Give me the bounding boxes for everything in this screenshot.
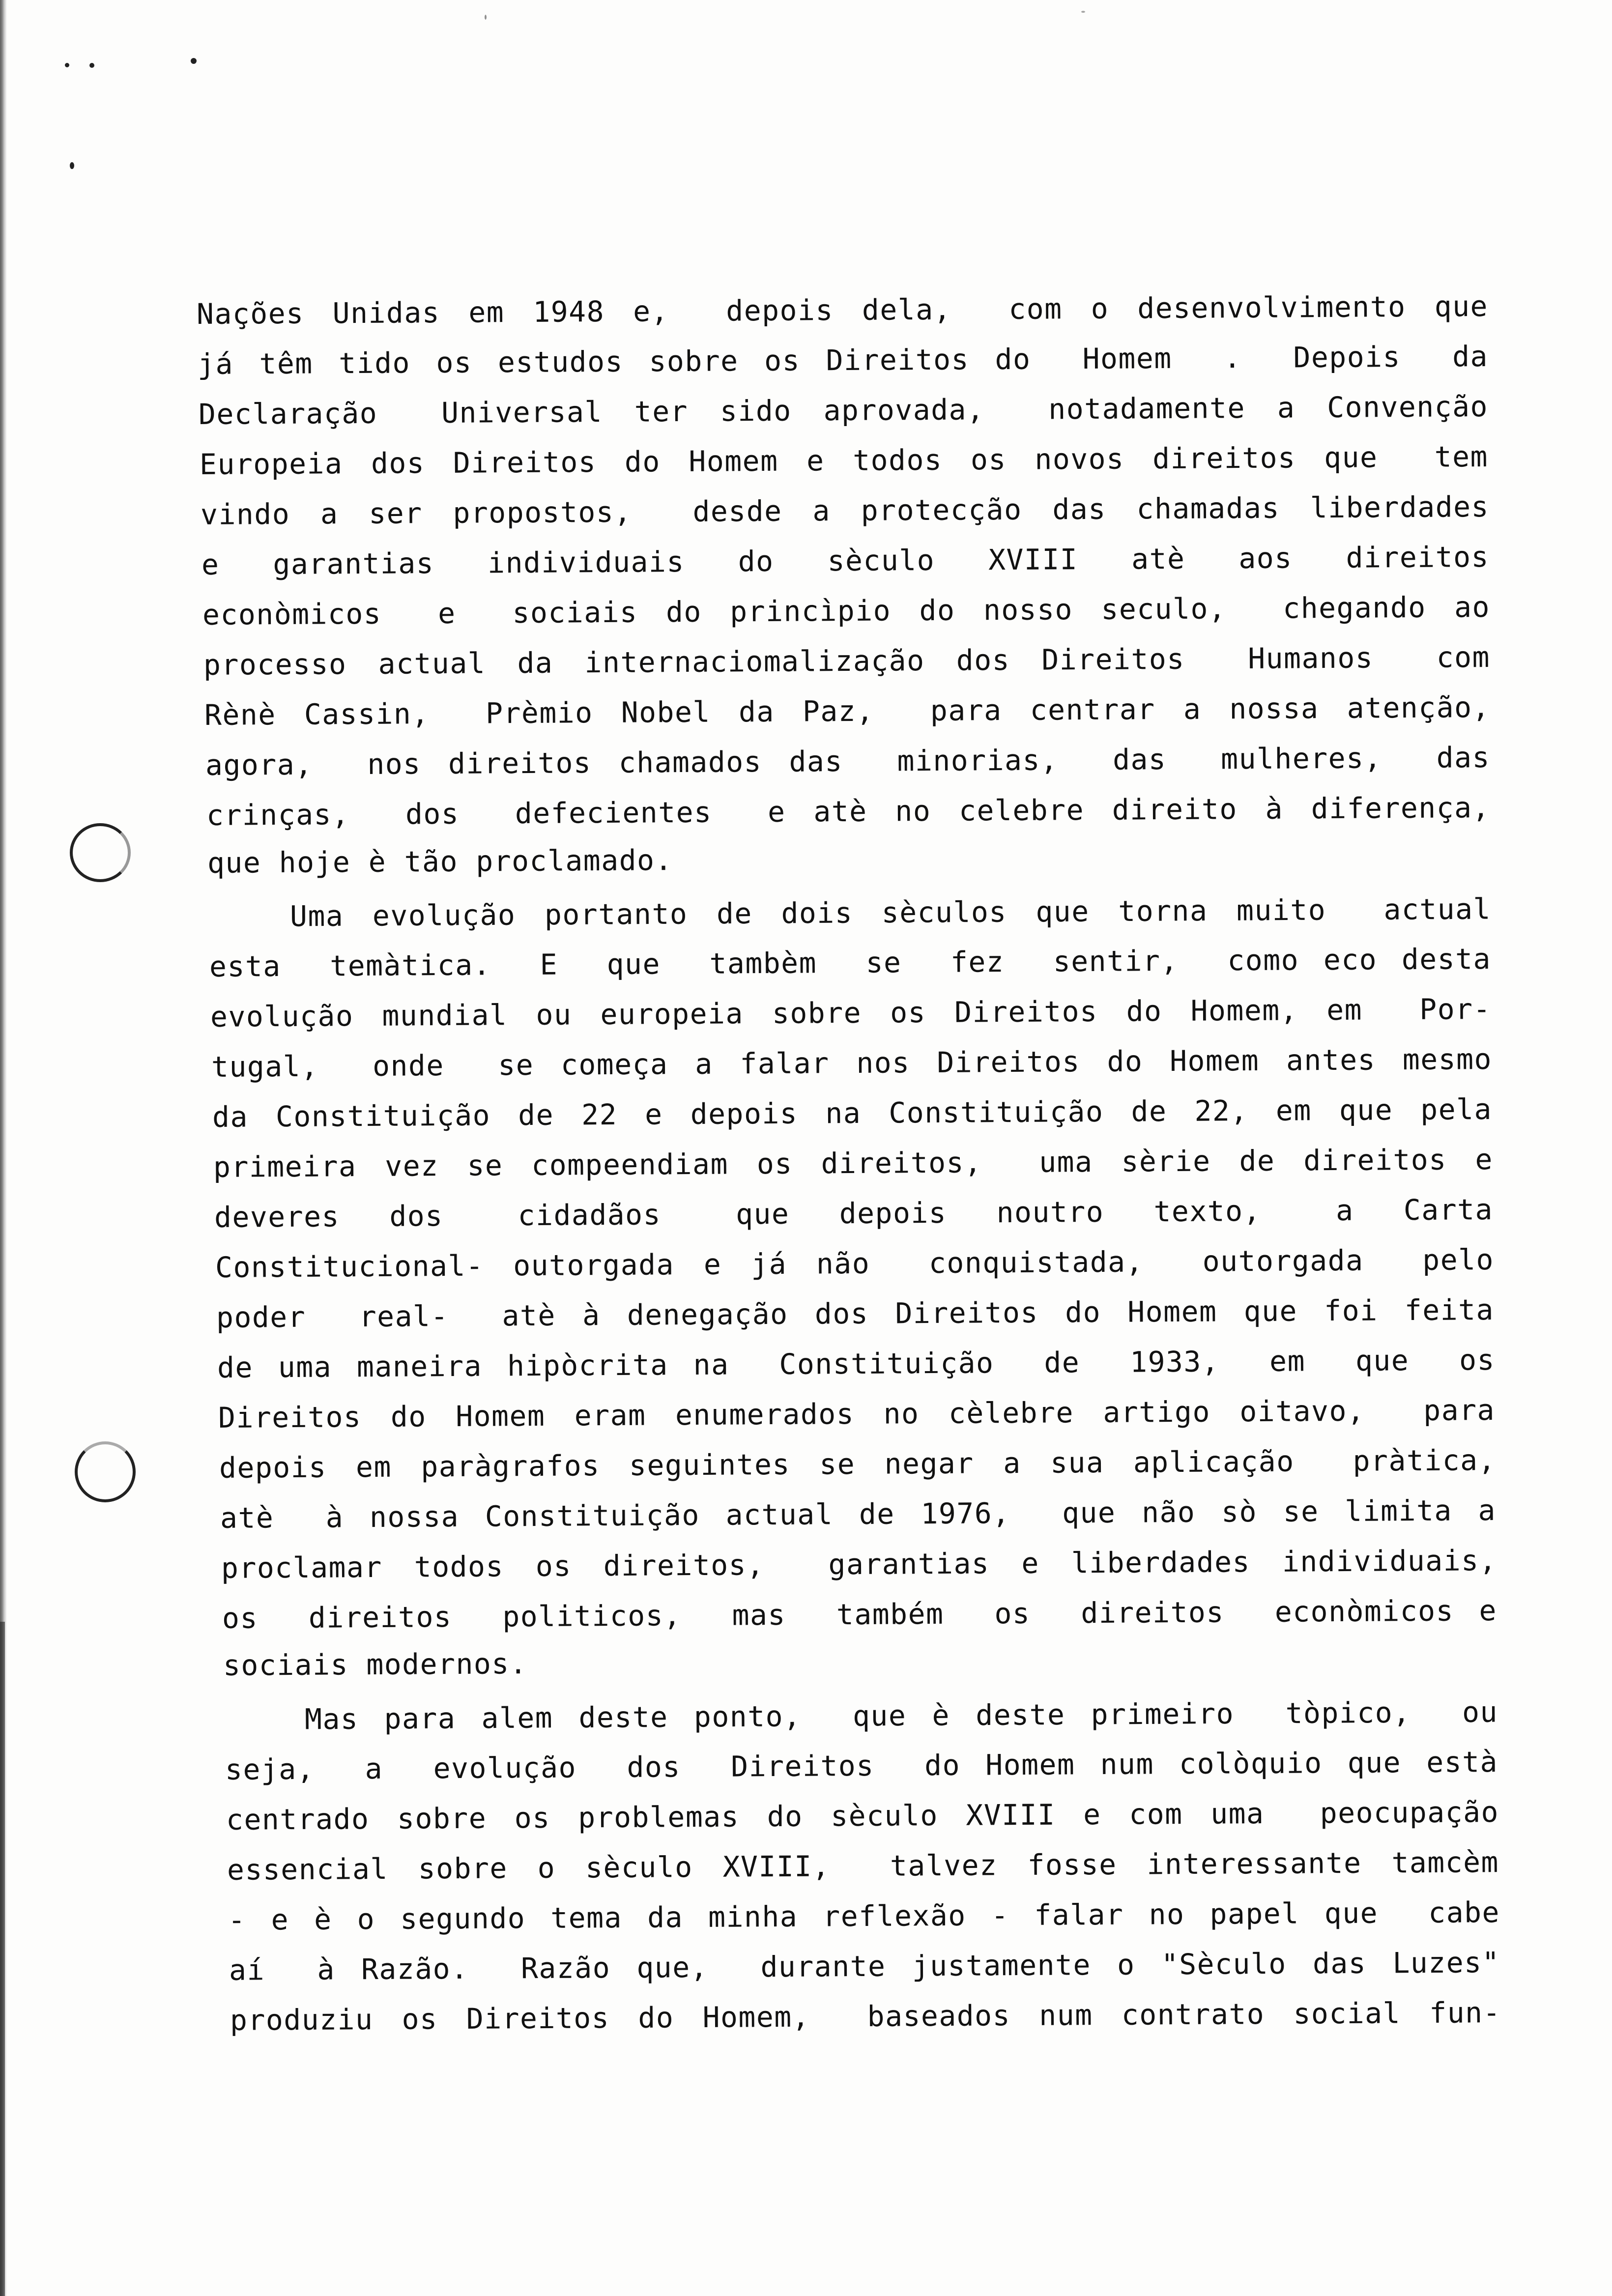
scan-speck: [65, 63, 69, 67]
text-line: - e è o segundo tema da minha reflexão - falar no papel que cabe: [228, 1895, 1500, 1937]
scan-speck: [70, 162, 74, 169]
text-line: da Constituição de 22 e depois na Constituição de 22, em que pela: [212, 1092, 1493, 1134]
text-line: de uma maneira hipòcrita na Constituição de 1933, em que os: [217, 1343, 1496, 1384]
text-line: Rènè Cassin, Prèmio Nobel da Paz, para centrar a nossa atenção,: [204, 690, 1491, 732]
text-line: depois em paràgrafos seguintes se negar a sua aplicação pràtica,: [219, 1443, 1497, 1485]
text-line: atè à nossa Constituição actual de 1976, que não sò se limita a: [220, 1493, 1497, 1535]
text-line: centrado sobre os problemas do sèculo XVIII e com uma peocupação: [226, 1795, 1499, 1837]
binding-shadow: [0, 1622, 5, 2296]
text-line: que hoje è tão proclamado.: [207, 843, 673, 880]
text-line: evolução mundial ou europeia sobre os Direitos do Homem, em Por-: [210, 992, 1492, 1033]
text-line: os direitos politicos, mas também os direitos econòmicos e: [222, 1594, 1497, 1635]
text-line: poder real- atè à denegação dos Direitos do Homem que foi feita: [216, 1293, 1495, 1334]
scan-speck: [1081, 11, 1085, 13]
text-line: e garantias individuais do sèculo XVIII atè aos direitos: [201, 540, 1490, 582]
text-line: tugal, onde se começa a falar nos Direitos do Homem antes mesmo: [211, 1042, 1493, 1084]
text-line: econòmicos e sociais do princìpio do nosso seculo, chegando ao: [202, 590, 1491, 632]
text-line: Constitucional- outorgada e já não conquistada, outorgada pelo: [215, 1243, 1495, 1284]
text-line: aí à Razão. Razão que, durante justamente o "Sèculo das Luzes": [229, 1946, 1500, 1987]
text-line: esta temàtica. E que tambèm se fez sentir, como eco desta: [209, 942, 1492, 983]
text-line: Declaração Universal ter sido aprovada, notadamente a Convenção: [198, 389, 1489, 431]
text-line: já têm tido os estudos sobre os Direitos do Homem . Depois da: [197, 339, 1489, 381]
text-line: vindo a ser propostos, desde a protecção das chamadas liberdades: [200, 489, 1490, 532]
punch-hole-icon: [75, 1441, 136, 1502]
text-line: produziu os Direitos do Homem, baseados num contrato social fun-: [230, 1996, 1501, 2037]
text-line: Mas para alem deste ponto, que è deste primeiro tòpico, ou: [304, 1695, 1498, 1736]
text-line: proclamar todos os direitos, garantias e liberdades individuais,: [221, 1544, 1497, 1585]
punch-hole-icon: [70, 823, 131, 882]
text-line: crinças, dos defecientes e atè no celebre direito à diferença,: [206, 791, 1491, 832]
text-line: sociais modernos.: [223, 1647, 528, 1682]
text-line: seja, a evolução dos Direitos do Homem num colòquio que està: [225, 1745, 1498, 1786]
text-line: Direitos do Homem eram enumerados no cèlebre artigo oitavo, para: [218, 1393, 1496, 1435]
text-line: primeira vez se compeendiam os direitos, uma sèrie de direitos e: [213, 1143, 1494, 1184]
text-line: processo actual da internaciomalização dos Direitos Humanos com: [203, 640, 1491, 682]
text-line: Nações Unidas em 1948 e, depois dela, com o desenvolvimento que: [196, 289, 1489, 331]
scan-speck: [89, 63, 94, 68]
text-line: deveres dos cidadãos que depois noutro texto, a Carta: [214, 1193, 1494, 1234]
text-line: Europeia dos Direitos do Homem e todos os novos direitos que tem: [199, 439, 1489, 482]
text-line: agora, nos direitos chamados das minorias, das mulheres, das: [205, 741, 1491, 782]
text-line: Uma evolução portanto de dois sèculos que torna muito actual: [289, 892, 1492, 933]
text-line: essencial sobre o sèculo XVIII, talvez fosse interessante tamcèm: [227, 1845, 1499, 1887]
scan-speck: [191, 58, 197, 64]
scan-speck: [485, 15, 487, 20]
